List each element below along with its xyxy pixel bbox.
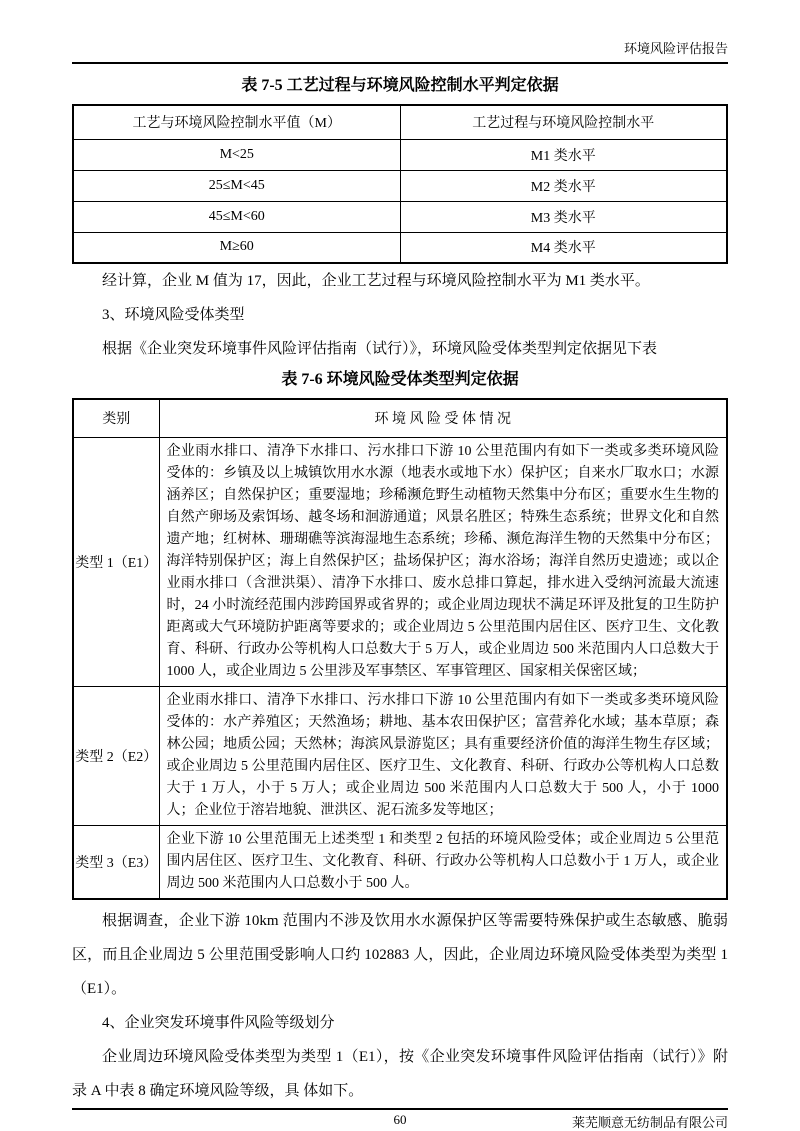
paragraph-survey-conclusion: 根据调查，企业下游 10km 范围内不涉及饮用水水源保护区等需要特殊保护或生态敏感、脆弱区，而且企业周边 5 公里范围受影响人口约 102883 人，因此，企业周边环境风险受体类型为类型 1（E1）。 [72,912,728,997]
t76-type-e3-description: 企业下游 10 公里范围无上述类型 1 和类型 2 包括的环境风险受体；或企业周边 5 公里范围内居住区、医疗卫生、文化教育、科研、行政办公等机构人口总数小于 1 万人，或企业周边 500 米范围内人口总数小于 500 人。 [159,825,727,899]
page-number: 60 [393,1111,407,1127]
t76-header-category: 类别 [73,399,159,437]
t75-cell-range-2: 25≤M<45 [73,170,400,201]
t75-cell-range-4: M≥60 [73,232,400,263]
page-footer [72,1108,728,1130]
table-7-6-header-row [73,399,727,437]
paragraph-risk-grade: 企业周边环境风险受体类型为类型 1（E1），按《企业突发环境事件风险评估指南（试行）》附录 A 中表 8 确定环境风险等级，具 体如下。 [72,1048,728,1099]
t76-header-receptor-situation: 环 境 风 险 受 体 情 况 [159,399,727,437]
table-row [73,437,727,686]
table-row [73,139,727,170]
t75-cell-level-1: M1 类水平 [400,139,727,170]
table-7-5-header-row [73,105,727,139]
t76-type-e3-label: 类型 3（E3） [73,825,159,899]
paragraph-judgment-basis: 根据《企业突发环境事件风险评估指南（试行）》，环境风险受体类型判定依据见下表 [102,341,658,357]
t75-cell-level-3: M3 类水平 [400,201,727,232]
t75-cell-level-2: M2 类水平 [400,170,727,201]
t75-cell-level-4: M4 类水平 [400,232,727,263]
t76-type-e2-label: 类型 2（E2） [73,686,159,825]
section-3-heading: 3、环境风险受体类型 [102,307,245,323]
t76-type-e1-label: 类型 1（E1） [73,437,159,686]
table-7-6-title: 表 7-6 环境风险受体类型判定依据 [281,371,519,388]
table-row [73,232,727,263]
section-4-heading: 4、企业突发环境事件风险等级划分 [102,1014,335,1031]
header-divider [72,62,728,64]
t75-cell-range-1: M<25 [73,139,400,170]
table-row [73,201,727,232]
t75-cell-range-3: 45≤M<60 [73,201,400,232]
table-7-5 [72,104,728,264]
paragraph-calculation-result: 经计算，企业 M 值为 17，因此，企业工艺过程与环境风险控制水平为 M1 类水平。 [102,273,650,289]
t76-type-e1-description: 企业雨水排口、清净下水排口、污水排口下游 10 公里范围内有如下一类或多类环境风险受体的：乡镇及以上城镇饮用水水源（地表水或地下水）保护区；自来水厂取水口；水源涵养区；自然保护区；重要湿地；珍稀濒危野生动植物天然集中分布区；重要水生生物的自然产卵场及索饵场、越冬场和洄游通道；风景名胜区；特殊生态系统；世界文化和自然遗产地；红树林、珊瑚礁等滨海湿地生态系统；珍稀、濒危海洋生物的天然集中分布区；海洋特别保护区；海上自然保护区；盐场保护区；海水浴场；海洋自然历史遗迹；或以企业雨水排口（含泄洪渠）、清净下水排口、废水总排口算起，排水进入受纳河流最大流速时，24 小时流经范围内涉跨国界或省界的；或企业周边现状不满足环评及批复的卫生防护距离或大气环境防护距离等要求的；或企业周边 5 公里范围内居住区、医疗卫生、文化教育、科研、行政办公等机构人口总数大于 5 万人，或企业周边 500 米范围内人口总数大于 1000 人，或企业周边 5 公里涉及军事禁区、军事管理区、国家相关保密区域； [159,437,727,686]
table-row [73,170,727,201]
table-7-6 [72,398,728,900]
table-7-5-title: 表 7-5 工艺过程与环境风险控制水平判定依据 [241,77,559,94]
page-header [72,38,728,62]
t75-header-control-level: 工艺过程与环境风险控制水平 [400,105,727,139]
table-row [73,686,727,825]
company-name: 莱芜顺意无纺制品有限公司 [571,1114,728,1130]
t76-type-e2-description: 企业雨水排口、清净下水排口、污水排口下游 10 公里范围内有如下一类或多类环境风险受体的：水产养殖区；天然渔场；耕地、基本农田保护区；富营养化水域；基本草原；森林公园；地质公园；天然林；海滨风景游览区；具有重要经济价值的海洋生物生存区域；或企业周边 5 公里范围内居住区、医疗卫生、文化教育、科研、行政办公等机构人口总数大于 1 万人，小于 5 万人；或企业周边 500 米范围内人口总数大于 500 人，小于 1000 人；企业位于溶岩地貌、泄洪区、泥石流多发等地区； [159,686,727,825]
header-title: 环境风险评估报告 [623,41,728,56]
t75-header-m-value: 工艺与环境风险控制水平值（M） [73,105,400,139]
table-row [73,825,727,899]
